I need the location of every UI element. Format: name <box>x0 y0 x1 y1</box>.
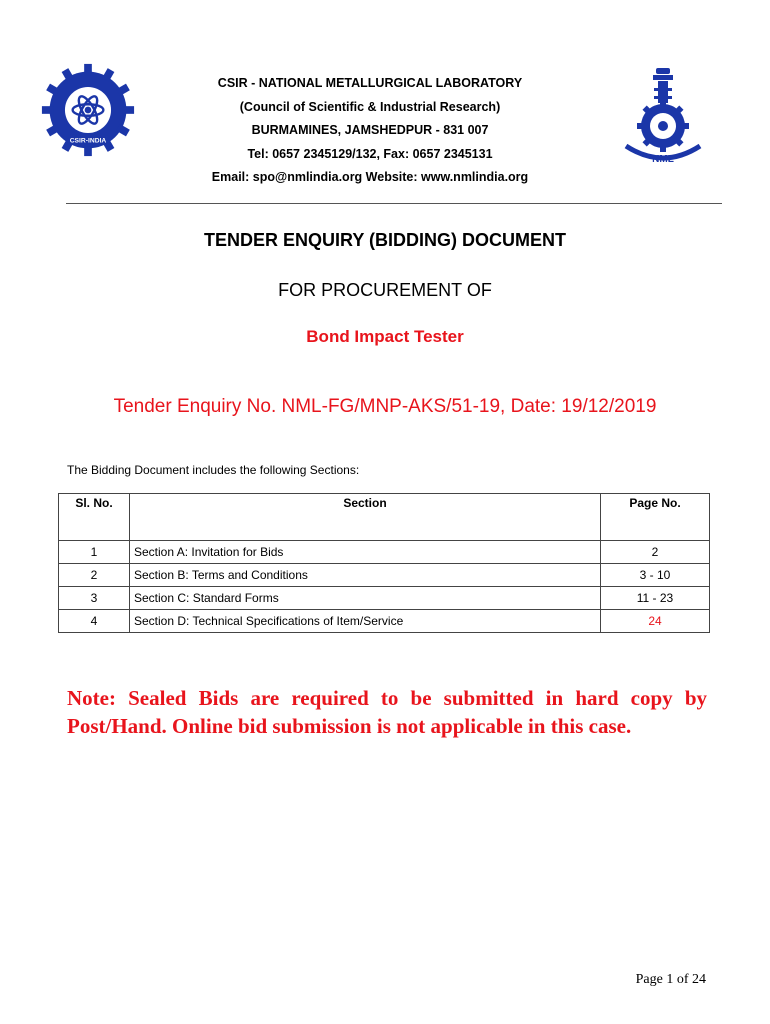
lab-address: BURMAMINES, JAMSHEDPUR - 831 007 <box>251 123 489 137</box>
col-header-section: Section <box>130 494 601 541</box>
lab-name: CSIR - NATIONAL METALLURGICAL LABORATORY <box>217 76 523 90</box>
page-number: Page 1 of 24 <box>635 972 706 987</box>
svg-text:NML: NML <box>652 154 674 165</box>
row-sl-no: 2 <box>59 564 130 587</box>
council-name: (Council of Scientific & Industrial Research) <box>239 99 501 114</box>
lab-email-website: Email: spo@nmlindia.org Website: www.nmlindia.org <box>211 170 529 184</box>
submission-note: Note: Sealed Bids are required to be submitted in hard copy by Post/Hand. Online bid submission is not applicable in this case. <box>67 686 707 738</box>
row-page-no: 2 <box>601 541 710 564</box>
row-page-no: 3 - 10 <box>601 564 710 587</box>
document-title: TENDER ENQUIRY (BIDDING) DOCUMENT <box>203 230 566 250</box>
col-header-sl-no: Sl. No. <box>59 494 130 541</box>
table-row <box>59 587 710 610</box>
table-row <box>59 564 710 587</box>
row-page-no: 11 - 23 <box>601 587 710 610</box>
row-section: Section A: Invitation for Bids <box>130 541 601 564</box>
sections-table <box>58 493 710 633</box>
csir-logo <box>40 62 136 158</box>
table-row <box>59 541 710 564</box>
row-page-no: 24 <box>601 610 710 633</box>
row-section: Section B: Terms and Conditions <box>130 564 601 587</box>
lab-phone-fax: Tel: 0657 2345129/132, Fax: 0657 2345131 <box>247 146 493 161</box>
header-divider <box>66 203 722 204</box>
sections-intro: The Bidding Document includes the following Sections: <box>67 463 360 477</box>
item-name: Bond Impact Tester <box>306 327 464 346</box>
row-section: Section D: Technical Specifications of Item/Service <box>130 610 601 633</box>
row-sl-no: 4 <box>59 610 130 633</box>
col-header-page-no: Page No. <box>601 494 710 541</box>
tender-enquiry-number: Tender Enquiry No. NML-FG/MNP-AKS/51-19, Date: 19/12/2019 <box>113 396 657 417</box>
procurement-subtitle: FOR PROCUREMENT OF <box>278 280 492 300</box>
nml-logo <box>618 66 708 170</box>
row-section: Section C: Standard Forms <box>130 587 601 610</box>
lab-header <box>150 72 590 190</box>
table-header-row <box>59 494 710 541</box>
table-row <box>59 610 710 633</box>
row-sl-no: 3 <box>59 587 130 610</box>
row-sl-no: 1 <box>59 541 130 564</box>
svg-text:CSIR-INDIA: CSIR-INDIA <box>69 137 107 145</box>
